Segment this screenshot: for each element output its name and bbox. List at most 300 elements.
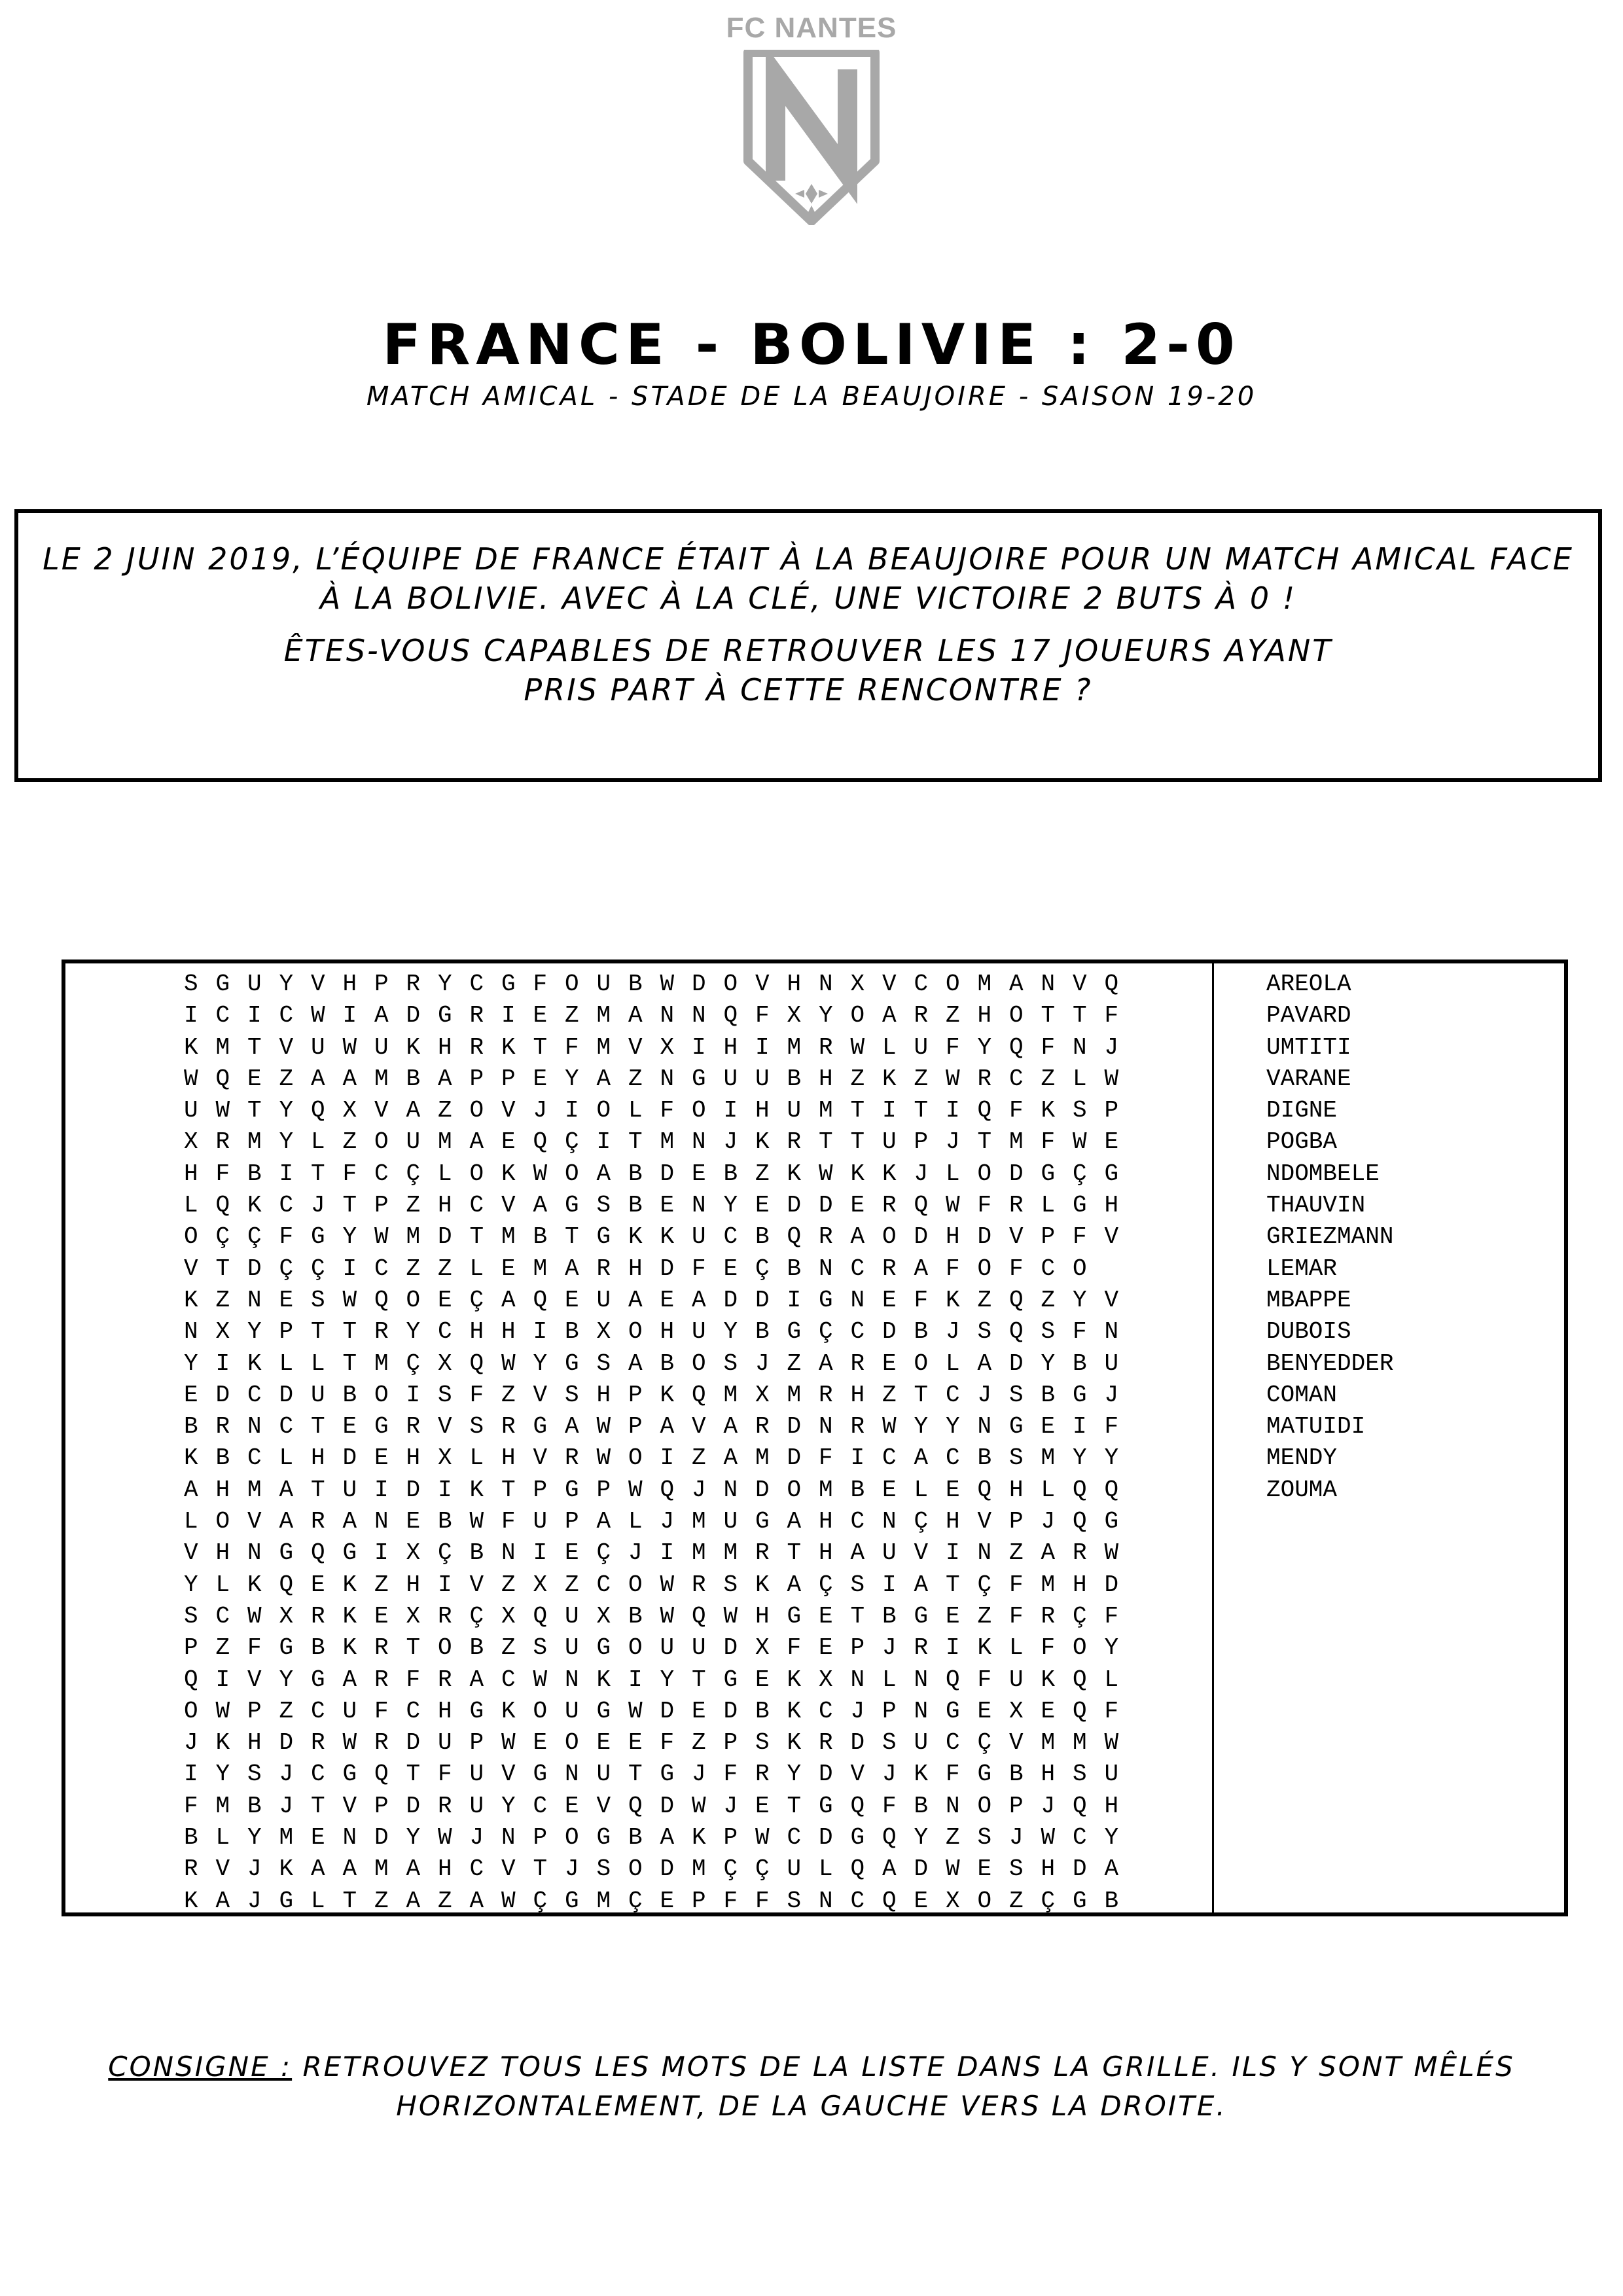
grid-cell[interactable]: C — [533, 1792, 548, 1820]
grid-cell[interactable]: J — [533, 1097, 548, 1124]
grid-cell[interactable]: Z — [565, 1002, 579, 1030]
grid-cell[interactable]: D — [438, 1223, 452, 1251]
grid-cell[interactable]: M — [1073, 1729, 1087, 1757]
grid-cell[interactable]: W — [850, 1033, 865, 1061]
grid-cell[interactable]: R — [438, 1666, 452, 1693]
grid-cell[interactable]: R — [374, 1318, 389, 1346]
grid-cell[interactable]: J — [977, 1381, 992, 1408]
grid-cell[interactable]: H — [1041, 1856, 1056, 1883]
grid-cell[interactable]: W — [247, 1602, 262, 1630]
grid-cell[interactable]: F — [692, 1255, 706, 1282]
grid-cell[interactable]: C — [374, 1255, 389, 1282]
grid-cell[interactable]: O — [533, 1697, 548, 1725]
grid-cell[interactable]: Q — [628, 1792, 643, 1820]
grid-cell[interactable]: B — [533, 1223, 548, 1251]
grid-cell[interactable]: I — [374, 1476, 389, 1503]
grid-cell[interactable]: O — [977, 1255, 992, 1282]
grid-cell[interactable]: G — [1041, 1160, 1056, 1187]
grid-cell[interactable]: R — [850, 1413, 865, 1441]
grid-cell[interactable]: V — [501, 1856, 516, 1883]
grid-cell[interactable]: L — [946, 1350, 960, 1377]
grid-cell[interactable]: R — [311, 1729, 325, 1757]
grid-cell[interactable]: J — [755, 1350, 770, 1377]
grid-cell[interactable]: Z — [215, 1634, 230, 1662]
grid-cell[interactable]: Q — [946, 1666, 960, 1693]
grid-cell[interactable]: Y — [723, 1318, 738, 1346]
grid-cell[interactable]: F — [1009, 1097, 1024, 1124]
grid-cell[interactable]: Z — [946, 1824, 960, 1852]
grid-cell[interactable]: O — [692, 1350, 706, 1377]
grid-cell[interactable]: U — [914, 1033, 929, 1061]
grid-cell[interactable]: K — [184, 1887, 198, 1914]
grid-cell[interactable]: D — [247, 1255, 262, 1282]
grid-cell[interactable]: G — [311, 1666, 325, 1693]
grid-cell[interactable]: O — [374, 1128, 389, 1156]
grid-cell[interactable]: E — [565, 1792, 579, 1820]
grid-cell[interactable]: C — [946, 1729, 960, 1757]
grid-cell[interactable]: B — [469, 1539, 484, 1567]
grid-cell[interactable]: A — [533, 1192, 548, 1219]
grid-cell[interactable]: K — [501, 1697, 516, 1725]
grid-cell[interactable]: Z — [882, 1381, 897, 1408]
grid-cell[interactable]: P — [882, 1697, 897, 1725]
grid-cell[interactable]: A — [914, 1444, 929, 1472]
grid-cell[interactable]: E — [184, 1381, 198, 1408]
grid-cell[interactable]: Y — [342, 1223, 357, 1251]
grid-cell[interactable]: N — [660, 1002, 675, 1030]
grid-cell[interactable]: L — [882, 1033, 897, 1061]
grid-cell[interactable]: V — [914, 1539, 929, 1567]
grid-cell[interactable]: S — [723, 1350, 738, 1377]
grid-cell[interactable]: Y — [1073, 1286, 1087, 1314]
grid-cell[interactable]: Q — [469, 1350, 484, 1377]
grid-cell[interactable]: C — [882, 1444, 897, 1472]
grid-cell[interactable]: G — [850, 1824, 865, 1852]
grid-cell[interactable]: R — [1009, 1192, 1024, 1219]
grid-cell[interactable]: E — [819, 1634, 833, 1662]
grid-cell[interactable]: F — [215, 1160, 230, 1187]
grid-cell[interactable]: X — [533, 1571, 548, 1598]
grid-cell[interactable]: R — [374, 1666, 389, 1693]
grid-cell[interactable]: Q — [374, 1761, 389, 1788]
grid-cell[interactable]: T — [819, 1128, 833, 1156]
grid-cell[interactable]: D — [723, 1697, 738, 1725]
grid-cell[interactable]: Ç — [406, 1160, 421, 1187]
grid-cell[interactable]: E — [438, 1286, 452, 1314]
grid-cell[interactable]: X — [660, 1033, 675, 1061]
grid-cell[interactable]: A — [565, 1255, 579, 1282]
grid-cell[interactable]: C — [311, 1697, 325, 1725]
grid-cell[interactable]: H — [1104, 1192, 1119, 1219]
grid-cell[interactable]: C — [406, 1697, 421, 1725]
grid-cell[interactable]: M — [374, 1856, 389, 1883]
grid-cell[interactable]: B — [184, 1413, 198, 1441]
grid-cell[interactable]: Q — [977, 1097, 992, 1124]
grid-cell[interactable]: Z — [1041, 1065, 1056, 1092]
grid-cell[interactable]: T — [787, 1792, 802, 1820]
grid-cell[interactable]: S — [850, 1571, 865, 1598]
grid-cell[interactable]: W — [596, 1444, 611, 1472]
grid-cell[interactable]: L — [311, 1887, 325, 1914]
grid-cell[interactable]: C — [850, 1887, 865, 1914]
grid-cell[interactable]: K — [1041, 1666, 1056, 1693]
grid-cell[interactable]: M — [1041, 1571, 1056, 1598]
grid-cell[interactable]: E — [247, 1065, 262, 1092]
grid-cell[interactable]: D — [1073, 1856, 1087, 1883]
grid-cell[interactable]: N — [247, 1286, 262, 1314]
grid-cell[interactable]: V — [533, 1444, 548, 1472]
grid-cell[interactable]: Z — [438, 1887, 452, 1914]
grid-cell[interactable]: Y — [184, 1571, 198, 1598]
grid-cell[interactable]: A — [279, 1476, 294, 1503]
grid-cell[interactable]: V — [311, 971, 325, 997]
grid-cell[interactable]: Z — [342, 1128, 357, 1156]
grid-cell[interactable]: E — [596, 1729, 611, 1757]
grid-cell[interactable]: H — [660, 1318, 675, 1346]
grid-cell[interactable]: F — [755, 1887, 770, 1914]
grid-cell[interactable]: M — [374, 1350, 389, 1377]
grid-cell[interactable]: W — [819, 1160, 833, 1187]
grid-cell[interactable]: L — [215, 1824, 230, 1852]
grid-cell[interactable]: J — [279, 1792, 294, 1820]
grid-cell[interactable]: Y — [438, 971, 452, 997]
grid-cell[interactable]: Y — [565, 1065, 579, 1092]
grid-cell[interactable]: X — [438, 1350, 452, 1377]
grid-cell[interactable]: O — [215, 1508, 230, 1535]
grid-cell[interactable]: O — [438, 1634, 452, 1662]
grid-cell[interactable]: Q — [660, 1476, 675, 1503]
grid-cell[interactable]: F — [1009, 1571, 1024, 1598]
grid-cell[interactable]: T — [342, 1350, 357, 1377]
grid-cell[interactable]: Z — [1041, 1286, 1056, 1314]
grid-cell[interactable]: N — [1104, 1318, 1119, 1346]
grid-cell[interactable]: N — [882, 1508, 897, 1535]
grid-cell[interactable]: U — [914, 1729, 929, 1757]
grid-cell[interactable]: M — [596, 1887, 611, 1914]
grid-cell[interactable]: Ç — [438, 1539, 452, 1567]
grid-cell[interactable]: Q — [850, 1856, 865, 1883]
grid-cell[interactable]: M — [247, 1476, 262, 1503]
grid-cell[interactable]: W — [374, 1223, 389, 1251]
grid-cell[interactable]: M — [755, 1444, 770, 1472]
grid-cell[interactable]: G — [660, 1761, 675, 1788]
grid-cell[interactable]: Ç — [977, 1729, 992, 1757]
grid-cell[interactable]: E — [882, 1476, 897, 1503]
grid-cell[interactable]: P — [279, 1318, 294, 1346]
grid-cell[interactable]: F — [946, 1761, 960, 1788]
grid-cell[interactable]: H — [755, 1602, 770, 1630]
grid-cell[interactable]: Y — [977, 1033, 992, 1061]
grid-cell[interactable]: W — [1104, 1065, 1119, 1092]
grid-cell[interactable]: J — [628, 1539, 643, 1567]
grid-cell[interactable]: N — [819, 1255, 833, 1282]
grid-cell[interactable]: J — [565, 1856, 579, 1883]
grid-cell[interactable]: Q — [914, 1192, 929, 1219]
grid-cell[interactable]: T — [311, 1413, 325, 1441]
grid-cell[interactable]: V — [882, 971, 897, 997]
grid-cell[interactable]: B — [247, 1792, 262, 1820]
grid-cell[interactable]: M — [692, 1539, 706, 1567]
grid-cell[interactable]: I — [755, 1033, 770, 1061]
grid-cell[interactable]: A — [342, 1065, 357, 1092]
grid-cell[interactable]: D — [787, 1444, 802, 1472]
grid-cell[interactable]: A — [342, 1856, 357, 1883]
grid-cell[interactable]: R — [438, 1792, 452, 1820]
grid-cell[interactable]: K — [882, 1065, 897, 1092]
grid-cell[interactable]: P — [628, 1381, 643, 1408]
grid-cell[interactable]: Ç — [914, 1508, 929, 1535]
grid-cell[interactable]: I — [628, 1666, 643, 1693]
grid-cell[interactable]: S — [723, 1571, 738, 1598]
grid-cell[interactable]: W — [723, 1602, 738, 1630]
grid-cell[interactable]: H — [819, 1508, 833, 1535]
grid-cell[interactable]: S — [438, 1381, 452, 1408]
grid-cell[interactable]: O — [946, 971, 960, 997]
grid-cell[interactable]: G — [215, 971, 230, 997]
grid-cell[interactable]: E — [977, 1697, 992, 1725]
grid-cell[interactable]: P — [850, 1634, 865, 1662]
grid-cell[interactable]: Z — [406, 1255, 421, 1282]
grid-cell[interactable]: Y — [787, 1761, 802, 1788]
grid-cell[interactable]: Ç — [565, 1128, 579, 1156]
grid-cell[interactable]: Q — [184, 1666, 198, 1693]
grid-cell[interactable]: Y — [215, 1761, 230, 1788]
grid-cell[interactable]: K — [215, 1729, 230, 1757]
grid-cell[interactable]: L — [819, 1856, 833, 1883]
grid-cell[interactable]: B — [628, 1192, 643, 1219]
grid-cell[interactable]: L — [1041, 1192, 1056, 1219]
grid-cell[interactable]: O — [406, 1286, 421, 1314]
grid-cell[interactable]: O — [628, 1856, 643, 1883]
grid-cell[interactable]: Q — [787, 1223, 802, 1251]
grid-cell[interactable]: K — [1041, 1097, 1056, 1124]
grid-cell[interactable]: J — [1041, 1508, 1056, 1535]
grid-cell[interactable]: G — [1073, 1381, 1087, 1408]
grid-cell[interactable]: R — [184, 1856, 198, 1883]
grid-cell[interactable]: U — [692, 1223, 706, 1251]
grid-cell[interactable]: M — [819, 1476, 833, 1503]
grid-cell[interactable]: W — [501, 1887, 516, 1914]
grid-cell[interactable]: C — [438, 1318, 452, 1346]
grid-cell[interactable]: F — [406, 1666, 421, 1693]
grid-cell[interactable]: F — [1009, 1255, 1024, 1282]
grid-cell[interactable]: O — [1073, 1255, 1087, 1282]
grid-cell[interactable]: I — [406, 1381, 421, 1408]
grid-cell[interactable]: A — [565, 1413, 579, 1441]
grid-cell[interactable]: U — [1104, 1761, 1119, 1788]
grid-cell[interactable]: Ç — [533, 1887, 548, 1914]
grid-cell[interactable]: L — [184, 1508, 198, 1535]
grid-cell[interactable]: S — [184, 971, 198, 997]
grid-cell[interactable]: X — [279, 1602, 294, 1630]
grid-cell[interactable]: M — [596, 1002, 611, 1030]
grid-cell[interactable]: M — [1041, 1729, 1056, 1757]
grid-cell[interactable]: N — [565, 1666, 579, 1693]
grid-cell[interactable]: B — [755, 1318, 770, 1346]
grid-cell[interactable]: L — [469, 1444, 484, 1472]
grid-cell[interactable]: F — [184, 1792, 198, 1820]
grid-cell[interactable]: F — [279, 1223, 294, 1251]
grid-cell[interactable]: E — [660, 1192, 675, 1219]
grid-cell[interactable]: F — [565, 1033, 579, 1061]
grid-cell[interactable]: G — [596, 1697, 611, 1725]
grid-cell[interactable]: E — [819, 1602, 833, 1630]
grid-cell[interactable]: A — [819, 1350, 833, 1377]
grid-cell[interactable]: F — [946, 1033, 960, 1061]
grid-cell[interactable]: G — [565, 1192, 579, 1219]
grid-cell[interactable]: Q — [1073, 1476, 1087, 1503]
grid-cell[interactable]: X — [215, 1318, 230, 1346]
grid-cell[interactable]: Q — [1073, 1666, 1087, 1693]
grid-cell[interactable]: E — [501, 1128, 516, 1156]
grid-cell[interactable]: R — [406, 1413, 421, 1441]
grid-cell[interactable]: V — [184, 1539, 198, 1567]
grid-cell[interactable]: L — [628, 1508, 643, 1535]
grid-cell[interactable]: I — [660, 1539, 675, 1567]
grid-cell[interactable]: N — [501, 1824, 516, 1852]
grid-cell[interactable]: X — [596, 1602, 611, 1630]
grid-cell[interactable]: J — [660, 1508, 675, 1535]
grid-cell[interactable]: E — [882, 1350, 897, 1377]
grid-cell[interactable]: F — [819, 1444, 833, 1472]
grid-cell[interactable]: Q — [215, 1192, 230, 1219]
grid-cell[interactable]: L — [1104, 1666, 1119, 1693]
grid-cell[interactable]: C — [1073, 1824, 1087, 1852]
grid-cell[interactable]: T — [977, 1128, 992, 1156]
grid-cell[interactable]: Q — [692, 1381, 706, 1408]
grid-cell[interactable]: G — [565, 1476, 579, 1503]
grid-cell[interactable]: J — [279, 1761, 294, 1788]
grid-cell[interactable]: B — [406, 1065, 421, 1092]
grid-cell[interactable]: H — [438, 1697, 452, 1725]
grid-cell[interactable]: T — [787, 1539, 802, 1567]
grid-cell[interactable]: Ç — [596, 1539, 611, 1567]
grid-cell[interactable]: Y — [819, 1002, 833, 1030]
grid-cell[interactable]: V — [1073, 971, 1087, 997]
grid-cell[interactable]: M — [215, 1033, 230, 1061]
grid-cell[interactable]: C — [279, 1192, 294, 1219]
grid-cell[interactable]: I — [723, 1097, 738, 1124]
grid-cell[interactable]: T — [342, 1318, 357, 1346]
grid-cell[interactable]: N — [247, 1539, 262, 1567]
grid-cell[interactable]: E — [1104, 1128, 1119, 1156]
grid-cell[interactable]: N — [247, 1413, 262, 1441]
grid-cell[interactable]: M — [692, 1856, 706, 1883]
grid-cell[interactable]: U — [692, 1318, 706, 1346]
grid-cell[interactable]: E — [628, 1729, 643, 1757]
grid-cell[interactable]: H — [819, 1539, 833, 1567]
grid-cell[interactable]: G — [565, 1350, 579, 1377]
grid-cell[interactable]: Z — [279, 1697, 294, 1725]
grid-cell[interactable]: S — [596, 1856, 611, 1883]
grid-cell[interactable]: B — [438, 1508, 452, 1535]
grid-cell[interactable]: Z — [977, 1602, 992, 1630]
grid-cell[interactable]: Z — [977, 1286, 992, 1314]
grid-cell[interactable]: V — [469, 1571, 484, 1598]
grid-cell[interactable]: H — [438, 1192, 452, 1219]
grid-cell[interactable]: S — [596, 1350, 611, 1377]
grid-cell[interactable]: W — [946, 1192, 960, 1219]
grid-cell[interactable]: U — [723, 1508, 738, 1535]
grid-cell[interactable]: J — [946, 1318, 960, 1346]
grid-cell[interactable]: U — [469, 1761, 484, 1788]
grid-cell[interactable]: J — [1104, 1033, 1119, 1061]
grid-cell[interactable]: G — [946, 1697, 960, 1725]
grid-cell[interactable]: S — [1009, 1381, 1024, 1408]
grid-cell[interactable]: I — [882, 1571, 897, 1598]
grid-cell[interactable]: Z — [438, 1097, 452, 1124]
grid-cell[interactable]: T — [469, 1223, 484, 1251]
grid-cell[interactable]: S — [1073, 1761, 1087, 1788]
grid-cell[interactable]: H — [723, 1033, 738, 1061]
grid-cell[interactable]: N — [660, 1065, 675, 1092]
grid-cell[interactable]: G — [279, 1887, 294, 1914]
grid-cell[interactable]: S — [1073, 1097, 1087, 1124]
grid-cell[interactable]: W — [184, 1065, 198, 1092]
grid-cell[interactable]: F — [1041, 1033, 1056, 1061]
grid-cell[interactable]: K — [628, 1223, 643, 1251]
grid-cell[interactable]: D — [882, 1318, 897, 1346]
grid-cell[interactable]: W — [660, 971, 675, 997]
grid-cell[interactable]: I — [184, 1761, 198, 1788]
grid-cell[interactable]: M — [533, 1255, 548, 1282]
grid-cell[interactable]: A — [882, 1002, 897, 1030]
grid-cell[interactable]: E — [501, 1255, 516, 1282]
grid-cell[interactable]: H — [438, 1033, 452, 1061]
grid-cell[interactable]: K — [469, 1476, 484, 1503]
grid-cell[interactable]: Q — [533, 1128, 548, 1156]
grid-cell[interactable]: P — [469, 1065, 484, 1092]
grid-cell[interactable]: K — [406, 1033, 421, 1061]
grid-cell[interactable]: G — [787, 1318, 802, 1346]
grid-cell[interactable]: N — [977, 1413, 992, 1441]
grid-cell[interactable]: Ç — [1073, 1160, 1087, 1187]
grid-cell[interactable]: D — [406, 1476, 421, 1503]
grid-cell[interactable]: I — [692, 1033, 706, 1061]
grid-cell[interactable]: I — [215, 1666, 230, 1693]
grid-cell[interactable]: A — [723, 1413, 738, 1441]
grid-cell[interactable]: Y — [1073, 1444, 1087, 1472]
grid-cell[interactable]: E — [946, 1602, 960, 1630]
grid-cell[interactable]: Z — [565, 1571, 579, 1598]
grid-cell[interactable]: Q — [1104, 971, 1119, 997]
grid-cell[interactable]: W — [501, 1350, 516, 1377]
grid-cell[interactable]: H — [946, 1508, 960, 1535]
grid-cell[interactable]: W — [342, 1033, 357, 1061]
grid-cell[interactable]: N — [819, 1413, 833, 1441]
grid-cell[interactable]: A — [501, 1286, 516, 1314]
grid-cell[interactable]: C — [501, 1666, 516, 1693]
grid-cell[interactable]: M — [660, 1128, 675, 1156]
grid-cell[interactable]: Y — [406, 1318, 421, 1346]
grid-cell[interactable]: C — [946, 1381, 960, 1408]
grid-cell[interactable]: R — [755, 1539, 770, 1567]
grid-cell[interactable]: L — [882, 1666, 897, 1693]
grid-cell[interactable]: L — [946, 1160, 960, 1187]
grid-cell[interactable]: L — [1073, 1065, 1087, 1092]
grid-cell[interactable]: A — [469, 1128, 484, 1156]
grid-cell[interactable]: H — [501, 1318, 516, 1346]
grid-cell[interactable]: O — [977, 1792, 992, 1820]
grid-cell[interactable]: U — [787, 1856, 802, 1883]
grid-cell[interactable]: N — [184, 1318, 198, 1346]
grid-cell[interactable]: E — [1041, 1697, 1056, 1725]
grid-cell[interactable]: Ç — [819, 1318, 833, 1346]
grid-cell[interactable]: E — [406, 1508, 421, 1535]
grid-cell[interactable]: C — [247, 1444, 262, 1472]
grid-cell[interactable]: A — [628, 1350, 643, 1377]
grid-cell[interactable]: M — [787, 1381, 802, 1408]
